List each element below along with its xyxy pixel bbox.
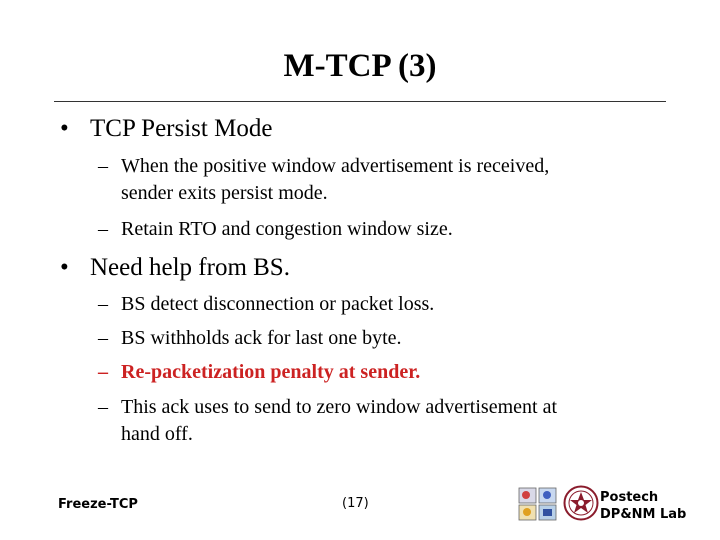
page-number: (17) xyxy=(342,496,369,511)
sub-item-text-continued: hand off. xyxy=(121,423,193,445)
sub-item-text: Retain RTO and congestion window size. xyxy=(121,218,453,240)
dash-glyph: – xyxy=(98,396,108,418)
sub-item-text-continued: sender exits persist mode. xyxy=(121,182,328,204)
sub-item-text: BS withholds ack for last one byte. xyxy=(121,327,402,349)
sub-item-text: This ack uses to send to zero window advertisement at xyxy=(121,396,557,418)
bullet-need-help-from-bs xyxy=(60,254,290,282)
slide-title: M-TCP (3) xyxy=(283,48,437,84)
university-seal-icon xyxy=(563,485,599,521)
title-divider xyxy=(54,101,666,102)
dash-glyph: – xyxy=(98,327,108,349)
bullet-text: Need help from BS. xyxy=(90,254,290,281)
dash-glyph: – xyxy=(98,293,108,315)
dash-glyph: – xyxy=(98,361,108,383)
bullet-dot: • xyxy=(60,115,69,142)
sub-item-text-highlighted: Re-packetization penalty at sender. xyxy=(121,361,421,383)
lab-name-line1: Postech xyxy=(600,490,659,505)
dash-glyph: – xyxy=(98,155,108,177)
sub-item-text: When the positive window advertisement is received, xyxy=(121,155,550,177)
lab-logo-icon xyxy=(518,487,558,521)
bullet-tcp-persist-mode xyxy=(60,115,272,143)
bullet-text: TCP Persist Mode xyxy=(90,115,273,142)
sub-item-text: BS detect disconnection or packet loss. xyxy=(121,293,435,315)
dash-glyph: – xyxy=(98,218,108,240)
bullet-dot: • xyxy=(60,254,69,281)
lab-name-line2: DP&NM Lab xyxy=(600,507,687,522)
footer-topic: Freeze-TCP xyxy=(58,497,138,512)
lab-name xyxy=(600,489,686,523)
